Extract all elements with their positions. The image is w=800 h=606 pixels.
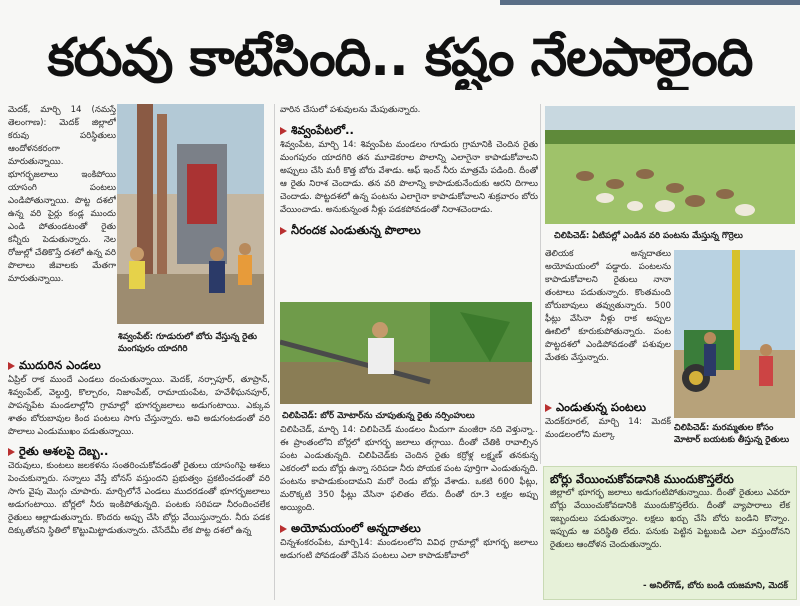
col3-heading: ఎండుతున్న పంటలు	[545, 398, 671, 416]
col2-top	[280, 104, 538, 298]
quote-box-author: - అనిల్‌గౌడ్, బోరు బండి యజమాని, మెదక్	[642, 581, 788, 591]
quote-box-title: బోర్లు వేయించుకోవడానికి ముందుకొస్తలేరు	[550, 472, 734, 486]
col1-photo-caption: శివ్వంపేట్: గూడురులో బోరు వేస్తున్న రైతు మంగపురం యాదగిరి	[118, 332, 257, 354]
borewell-drilling-photo	[117, 104, 264, 324]
col1-intro	[8, 104, 116, 314]
headline: కరువు కాటేసింది.. కష్టం నేలపాలైంది	[47, 28, 753, 88]
col1-para2: చెరువులు, కుంటలు జలకళను సంతరించుకోవడంతో రైతులు యాసంగిపై ఆశలు పెంచుకున్నారు. సన్నాలు వేస్తే బోనస్ వస్తుందని ప్రభుత్వం ప్రకటించడంతో వరి సాగు వైపు మొగ్గు చూపారు. మార్చిలోనే ఎండలు ముదరడంతో భూగర్భజలాలు అడుగంటాయి. బోర్లలో నీరు ఇంకిపోతున్నది. పంటకు సరిపడా నీరందించలేక రైతులు ఆల్లాడుతున్నారు. కొందరు అప్పు చేసి బోర్లు వేయిస్తున్నారు. నీరు పడక దిక్కుతోచని స్థితిలో కొట్టుమిట్టాడుతున్నారు. చేసేదేమీ లేక పొట్ట దశలో ఉన్న	[8, 461, 270, 536]
sheep-grazing-photo	[545, 106, 795, 224]
col2-body	[280, 424, 538, 600]
quote-box-text: జిల్లాలో భూగర్భ జలాలు అడుగంటిపోతున్నాయి. దీంతో రైతులు ఎవరూ బోర్లు వేయించుకోవడానికి ముందుకొస్తలేరు. దీంతో వ్యాపారాలు లేక ఇబ్బందులు పడుతున్నాం. లక్షలు ఖర్చు చేసి బోరు బండిని కొన్నాం. ఇప్పుడు ఆ పరిస్థితి లేదు. పనుకు పెట్టిన పెట్టుబడి ఎలా వస్తుందోనని రైతులు ఆందోళన చెందుతున్నారు.	[550, 488, 790, 550]
col3-photo2-caption: చిలిపిచెడ్: మరమ్మతుల కోసం మోటార్ బయటకు తీస్తున్న రైతులు	[674, 423, 790, 445]
col1-heading2: రైతు ఆశలపై దెబ్బ..	[8, 442, 270, 460]
column-divider-2	[540, 104, 541, 464]
col2-para1: శివ్వంపేట, మార్చి 14: శివ్వంపేట మండలం గూడురు గ్రామానికి చెందిన రైతు మంగపురం యాదగిరి తన మూడెకరాల పొలాన్ని ఎలాగైనా కాపాడుకోవాలని అప్పులు చేసి మరీ కొత్త బోరు వేశాడు. ఆఫ్ ఇంచ్ నీరు మాత్రమే పడింది. దీంతో ఆ రైతు నిరాశ చెందాడు. తన వరి పొలాన్ని కాపాడుకునేందుకు ఆరని దిగాలు చెందాడు. పొట్టదశలో ఉన్న పంటను ఎలాగైనా కాపాడుకోవాలని శుక్రవారం బోరు వేయించాడు. అనుకున్నంత నీళ్లు పడకపోవడంతో నిరాశచెందాడు.	[280, 140, 538, 215]
farmer-bore-motor-photo	[280, 302, 532, 404]
col2-photo-caption: చిలిపిచెడ్: బోర్ మోటార్‌ను చూపుతున్న రైతు నర్సింహులు	[282, 411, 475, 421]
col3-body2	[545, 398, 671, 464]
col2-para3: చిన్నశంకరంపేట, మార్చి14: మండలంలోని వివిధ గ్రామాల్లో భూగర్భ జలాలు అడుగంటి పోవడంతో వేసిన పంటలు ఎలా కాపాడుకోవాలో	[280, 538, 538, 561]
column-divider	[274, 104, 275, 600]
col2-heading1: శివ్వంపేటలో..	[280, 121, 538, 139]
col2-para0: వారిన చేసులో పశువులను మేపుతున్నారు.	[280, 105, 421, 115]
col2-heading3: అయోమయంలో అన్నదాతలు	[280, 519, 538, 537]
col3-para1: తెలియక అన్నదాతలు అయోమయంలో పడ్డారు. పంటలను కాపాడుకోవాలని రైతులు నానా తంటాలు పడుతున్నారు. కొంతమంది బోరుబావులు తవ్వుతున్నారు. 500 ఫీట్లు వేసినా నీళ్లు రాక అప్పుల ఊబిలో కూరుకుపోతున్నారు. పంట పొట్టదశలో ఎండిపోవడంతో పశువుల మేతకు వేస్తున్నారు.	[545, 249, 671, 363]
col1-body	[8, 356, 270, 600]
col2-para2: చిలిపిచెడ్, మార్చి 14: చిలిపిచెడ్ మండలం మీదుగా మంజీరా నది వెళ్తున్నా.. ఈ ప్రాంతంలోని బోర్లలో భూగర్భ జలాలు తగ్గాయి. దీంతో చేతికి రావాల్సిన పంట ఎండుతున్నది. చిలిపిచెడ్‌కు చెందిన రైతు కర్రోళ్ల లక్ష్మణ్ తనకున్న ఎకరంలో ఐదు బోర్లు ఉన్నా సరిపడా నీరు పోయక పంట పూర్తిగా ఎండుతున్నది. పంటను కాపాడుకుందామని మరో రెండు బోర్లు వేశాడు. ఒకటి 600 ఫీట్లు, మరొక్కటి 350 ఫీట్లు వేసినా ఫలితం లేదు. దీంతో రూ.3 లక్షల అప్పు అయ్యింది.	[280, 425, 538, 513]
col1-para1: ఏప్రిల్ రాక ముందే ఎండలు దంచుతున్నాయి. మెదక్, నర్సాపూర్, తూప్రాన్, శివ్వంపేట్, వెల్దుర్తి, కొల్చారం, నిజాంపేట్, రామాయంపేట, హవేళీఘనపూర్, పాపన్నపేట మండలాల్లోని గ్రామాల్లో భూగర్భజలాలు అడుగంటాయి. ఎక్కువ శాతం బోరుబావుల కింద పంటలు సాగు చేస్తున్నారు. అవి అడుగంటడంతో వరి పొలాలు ఎండుముఖం పడుతున్నాయి.	[8, 375, 270, 437]
quote-box	[543, 466, 797, 600]
col2-heading2: నీరందక ఎండుతున్న పొలాలు	[280, 221, 538, 239]
col3-photo1-caption: చిలిపిచెడ్: ఏటిపల్లో ఎండిన వరి పంటను మేస్తున్న గొర్రెలు	[554, 231, 743, 241]
header-accent-bar	[500, 0, 800, 5]
col3-para2: మెదక్‌రూరల్, మార్చి 14: మెదక్ మండలంలోని మల్కా	[545, 417, 671, 440]
col3-text	[545, 248, 671, 398]
col1-heading1: ముదురిన ఎండలు	[8, 356, 270, 374]
col1-intro-text: మెదక్, మార్చి 14 (నమస్తే తెలంగాణ): మెదక్ జిల్లాలో కరువు పరిస్థితులు ఆందోళనకరంగా మారుతున్నాయి. భూగర్భజలాలు ఇంకిపోయి యాసంగి పంటలు ఎండిపోతున్నాయి. పొట్ట దశలో ఉన్న వరి పైర్లు కండ్ల ముందు ఎండి పోతుండటంతో రైతు కన్నీరు పెడుతున్నారు. నెల రోజుల్లో చేతికొస్తే దశలో ఉన్న వరి పొలాలు జీవాలకు మేతగా మారుతున్నాయి.	[8, 105, 116, 284]
tractor-motor-photo	[674, 250, 795, 418]
